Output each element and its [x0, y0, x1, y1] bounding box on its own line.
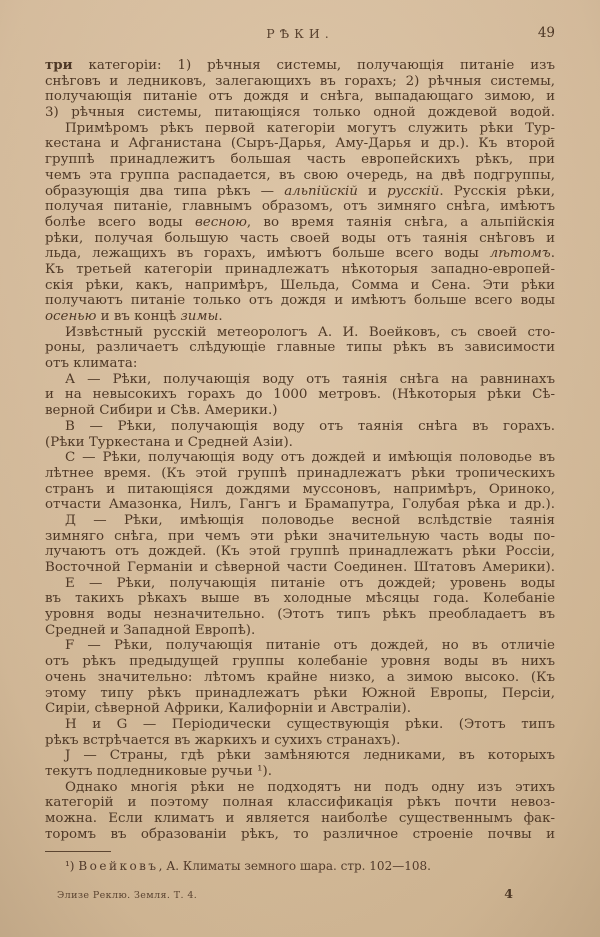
text-run: образующія два типа рѣкъ —: [45, 183, 285, 199]
text-line: [45, 403, 555, 419]
text-line: [45, 340, 555, 356]
text-line: [45, 121, 555, 137]
text-run: группѣ принадлежитъ большая часть европейскихъ рѣкъ, при: [45, 152, 555, 168]
text-run: Н и G — Періодически существующія рѣки. (Этотъ типъ: [65, 716, 555, 732]
text-run: Къ третьей категоріи принадлежатъ нѣкоторыя западно-европей-: [45, 261, 555, 277]
text-run: F — Рѣки, получающія питаніе отъ дождей, но въ отличіе: [65, 638, 555, 654]
text-run: категорій и поэтому полная классификація рѣкъ почти невоз-: [45, 795, 555, 811]
text-line: [45, 136, 555, 152]
text-line: [45, 638, 555, 654]
text-line: [45, 544, 555, 560]
text-line: [45, 795, 555, 811]
text-line: [45, 184, 555, 200]
text-line: [45, 231, 555, 247]
text-run: зимы: [180, 309, 219, 324]
text-run: скія рѣки, какъ, напримѣръ, Шельда, Сомма и Сена. Эти рѣки: [45, 277, 555, 293]
footnote-rule: [45, 851, 111, 852]
text-run: уровня воды незначительно. (Этотъ типъ рѣкъ преобладаетъ въ: [45, 607, 555, 623]
text-run: Примѣромъ рѣкъ первой категоріи могутъ служить рѣки Тур-: [65, 120, 555, 136]
text-run: этому типу рѣкъ принадлежатъ рѣки Южной Европы, Персіи,: [45, 685, 555, 701]
text-run: лучаютъ отъ дождей. (Къ этой группѣ принадлежатъ рѣки Россіи,: [45, 544, 555, 560]
text-line: [45, 591, 555, 607]
sheet-number: 4: [504, 886, 513, 902]
text-run: снѣговъ и ледниковъ, залегающихъ въ горахъ; 2) рѣчныя системы,: [45, 73, 555, 89]
text-run: верной Сибири и Сѣв. Америки.): [45, 403, 278, 419]
text-run: . Русскія рѣки,: [439, 183, 555, 199]
text-line: [45, 529, 555, 545]
text-line: [45, 811, 555, 827]
text-run: отъ рѣкъ предыдущей группы колебаніе уровня воды въ нихъ: [45, 654, 555, 670]
text-run: странъ и питающіяся дождями муссоновъ, напримѣръ, Ориноко,: [45, 481, 555, 497]
text-run: рѣкъ встрѣчается въ жаркихъ и сухихъ странахъ).: [45, 732, 401, 748]
text-run: Извѣстный русскій метеорологъ А. И. Воейковъ, съ своей сто-: [65, 324, 555, 340]
text-line: [45, 827, 555, 843]
text-run: льда, лежащихъ въ горахъ, имѣютъ больше всего воды: [45, 246, 490, 262]
text-run: чемъ эта группа распадается, въ свою очередь, на двѣ подгруппы,: [45, 167, 555, 183]
text-run: категоріи: 1) рѣчныя системы, получающія питаніе изъ: [72, 58, 555, 73]
text-line: [45, 654, 555, 670]
text-run: Средней и Западной Европѣ).: [45, 622, 256, 638]
text-run: текутъ подледниковые ручьи ¹).: [45, 763, 272, 779]
text-line: [45, 168, 555, 184]
text-line: [45, 262, 555, 278]
text-run: альпійскій: [284, 183, 358, 199]
text-line: [45, 325, 555, 341]
text-line: [45, 105, 555, 121]
text-run: .: [218, 309, 223, 324]
text-line: [45, 199, 555, 215]
text-line: [45, 733, 555, 749]
text-run: , во время таянія снѣга, а альпійскія: [246, 214, 555, 230]
text-line: [45, 356, 555, 372]
text-run: торомъ въ образованіи рѣкъ, то различное строеніе почвы и: [45, 826, 555, 842]
text-run: С — Рѣки, получающія воду отъ дождей и имѣющія половодье въ: [65, 450, 555, 466]
text-line: [45, 74, 555, 90]
text-line: [45, 387, 555, 403]
text-run: лѣтомъ: [489, 246, 551, 262]
running-head: [45, 26, 555, 44]
text-run: получая питаніе, главнымъ образомъ, отъ зимняго снѣга, имѣютъ: [45, 199, 555, 215]
text-line: [45, 576, 555, 592]
footnote: [45, 859, 555, 874]
text-run: три: [45, 57, 73, 73]
text-line: [45, 482, 555, 498]
text-run: 3) рѣчныя системы, питающіяся только одной дождевой водой.: [45, 105, 555, 121]
text-line: [45, 686, 555, 702]
text-run: получающія питаніе отъ дождя и снѣга, выпадающаго зимою, и: [45, 89, 555, 105]
text-line: [45, 435, 555, 451]
edition-signature: Элизе Реклю. Земля. Т. 4.: [57, 890, 198, 902]
text-line: [45, 372, 555, 388]
text-run: .: [550, 246, 555, 262]
text-run: и въ концѣ: [96, 309, 181, 324]
text-run: Воейковъ: [78, 859, 159, 874]
text-line: [45, 780, 555, 796]
text-run: можна. Если климатъ и является наиболѣе существеннымъ фак-: [45, 811, 555, 826]
text-run: Сиріи, сѣверной Африки, Калифорніи и Австраліи).: [45, 701, 411, 717]
text-line: [45, 293, 555, 309]
text-run: и на невысокихъ горахъ до 1000 метровъ. (Нѣкоторыя рѣки Сѣ-: [45, 387, 555, 403]
text-run: Однако многія рѣки не подходятъ ни подъ одну изъ этихъ: [65, 779, 555, 795]
text-line: [45, 152, 555, 168]
text-run: А — Рѣки, получающія воду отъ таянія снѣга на равнинахъ: [65, 371, 555, 387]
text-run: Восточной Германіи и сѣверной части Соединен. Штатовъ Америки).: [45, 560, 555, 575]
text-run: Е — Рѣки, получающія питаніе отъ дождей; уровень воды: [65, 575, 555, 591]
text-run: роны, различаетъ слѣдующіе главные типы рѣкъ въ зависимости: [45, 340, 555, 356]
text-line: [45, 497, 555, 513]
text-line: [45, 623, 555, 639]
text-run: болѣе всего воды: [45, 214, 195, 230]
text-run: получаютъ питаніе только отъ дождя и имѣютъ больше всего воды: [45, 293, 555, 309]
text-line: [45, 466, 555, 482]
text-line: [45, 560, 555, 576]
text-line: [45, 419, 555, 435]
text-run: очень значительно: лѣтомъ крайне низко, а зимою высоко. (Къ: [45, 669, 555, 685]
text-run: русскій: [387, 183, 440, 199]
text-run: отчасти Амазонка, Нилъ, Гангъ и Брамапутра, Голубая рѣка и др.).: [45, 497, 555, 513]
text-line: [45, 246, 555, 262]
text-run: рѣки, получая большую часть своей воды отъ таянія снѣговъ и: [45, 230, 555, 246]
text-line: [45, 89, 555, 105]
text-line: [45, 513, 555, 529]
text-line: [45, 764, 555, 780]
text-run: кестана и Афганистана (Сыръ-Дарья, Аму-Дарья и др.). Къ второй: [45, 136, 555, 152]
text-run: отъ климата:: [45, 356, 138, 372]
text-run: весною: [194, 214, 247, 230]
text-run: J — Страны, гдѣ рѣки замѣняются ледниками, въ которыхъ: [65, 748, 555, 764]
text-line: [45, 309, 555, 325]
page-number: 49: [537, 25, 555, 41]
text-run: зимняго снѣга, при чемъ эти рѣки значительную часть воды по-: [45, 528, 555, 544]
text-line: [45, 701, 555, 717]
text-line: [45, 58, 555, 74]
text-line: [45, 748, 555, 764]
text-run: (Рѣки Туркестана и Средней Азіи).: [45, 434, 293, 450]
body-text: [45, 58, 555, 842]
text-run: ¹): [65, 859, 79, 874]
running-title: РѢКИ.: [266, 26, 334, 41]
text-run: и: [357, 183, 388, 199]
text-line: [45, 670, 555, 686]
text-line: [45, 450, 555, 466]
text-line: [45, 717, 555, 733]
text-run: въ такихъ рѣкахъ выше въ холодные мѣсяцы года. Колебаніе: [45, 591, 555, 607]
text-run: Д — Рѣки, имѣющія половодье весной вслѣдствіе таянія: [65, 512, 555, 528]
text-line: [45, 607, 555, 623]
page-footer: [45, 886, 555, 901]
text-run: осенью: [45, 309, 97, 324]
text-line: [45, 215, 555, 231]
text-run: В — Рѣки, получающія воду отъ таянія снѣга въ горахъ.: [65, 418, 555, 434]
text-line: [45, 278, 555, 294]
text-run: лѣтнее время. (Къ этой группѣ принадлежатъ рѣки тропическихъ: [45, 465, 555, 481]
text-run: , А. Климаты земного шара. стр. 102—108.: [158, 859, 431, 874]
